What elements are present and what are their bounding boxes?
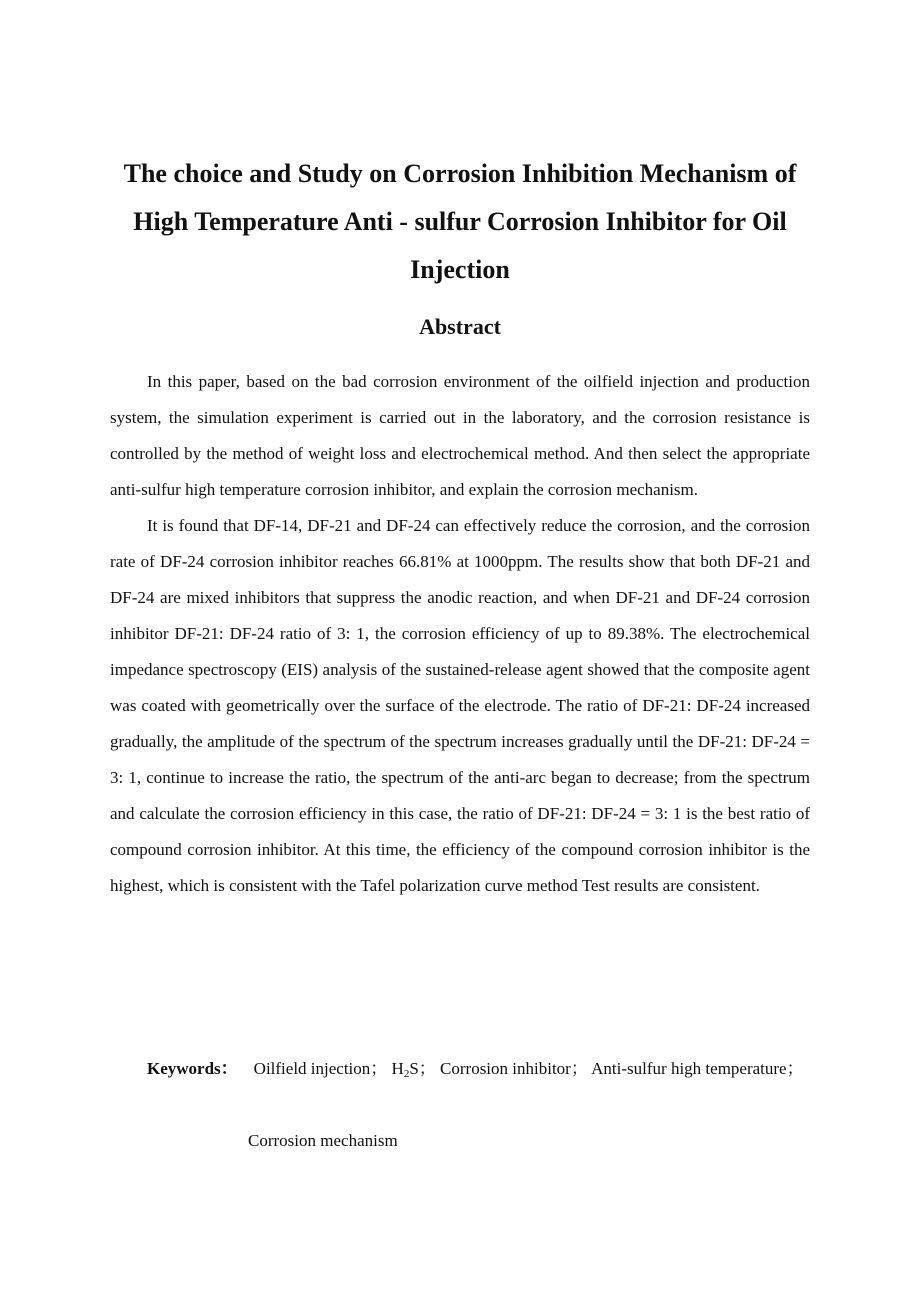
keywords-label: Keywords： (147, 1059, 238, 1078)
keywords-line (110, 1051, 810, 1092)
document-title: The choice and Study on Corrosion Inhibition Mechanism of High Temperature Anti - sulfur Corrosion Inhibitor for Oil Injection (123, 159, 797, 284)
keyword-h2s-h: H (391, 1059, 404, 1078)
abstract-body (110, 364, 810, 904)
keyword-corrosion-mechanism: Corrosion mechanism (248, 1131, 398, 1150)
keyword-anti-sulfur: Anti-sulfur high temperature； (591, 1059, 804, 1078)
keyword-corrosion-inhibitor: Corrosion inhibitor； (440, 1059, 588, 1078)
keyword-h2s-subscript: 2 (403, 1068, 410, 1080)
keyword-h2s-rest: S； (409, 1059, 436, 1078)
abstract-paragraph-2: It is found that DF-14, DF-21 and DF-24 can effectively reduce the corrosion, and the corrosion rate of DF-24 corrosion inhibitor reaches 66.81% at 1000ppm. The results show that both DF-21 and DF-24 are mixed inhibitors that suppress the anodic reaction, and when DF-21 and DF-24 corrosion inhibitor DF-21: DF-24 ratio of 3: 1, the corrosion efficiency of up to 89.38%. The electrochemical impedance spectroscopy (EIS) analysis of the sustained-release agent showed that the composite agent was coated with geometrically over the surface of the electrode. The ratio of DF-21: DF-24 increased gradually, the amplitude of the spectrum of the spectrum increases gradually until the DF-21: DF-24 = 3: 1, continue to increase the ratio, the spectrum of the anti-arc began to decrease; from the spectrum and calculate the corrosion efficiency in this case, the ratio of DF-21: DF-24 = 3: 1 is the best ratio of compound corrosion inhibitor. At this time, the efficiency of the compound corrosion inhibitor is the highest, which is consistent with the Tafel polarization curve method Test results are consistent. (110, 516, 810, 895)
abstract-heading: Abstract (419, 314, 501, 339)
keyword-oilfield-injection: Oilfield injection； (253, 1059, 388, 1078)
abstract-paragraph-1: In this paper, based on the bad corrosion environment of the oilfield injection and production system, the simulation experiment is carried out in the laboratory, and the corrosion resistance is controlled by the method of weight loss and electrochemical method. And then select the appropriate anti-sulfur high temperature corrosion inhibitor, and explain the corrosion mechanism. (110, 372, 810, 499)
keyword-h2s (392, 1059, 436, 1078)
